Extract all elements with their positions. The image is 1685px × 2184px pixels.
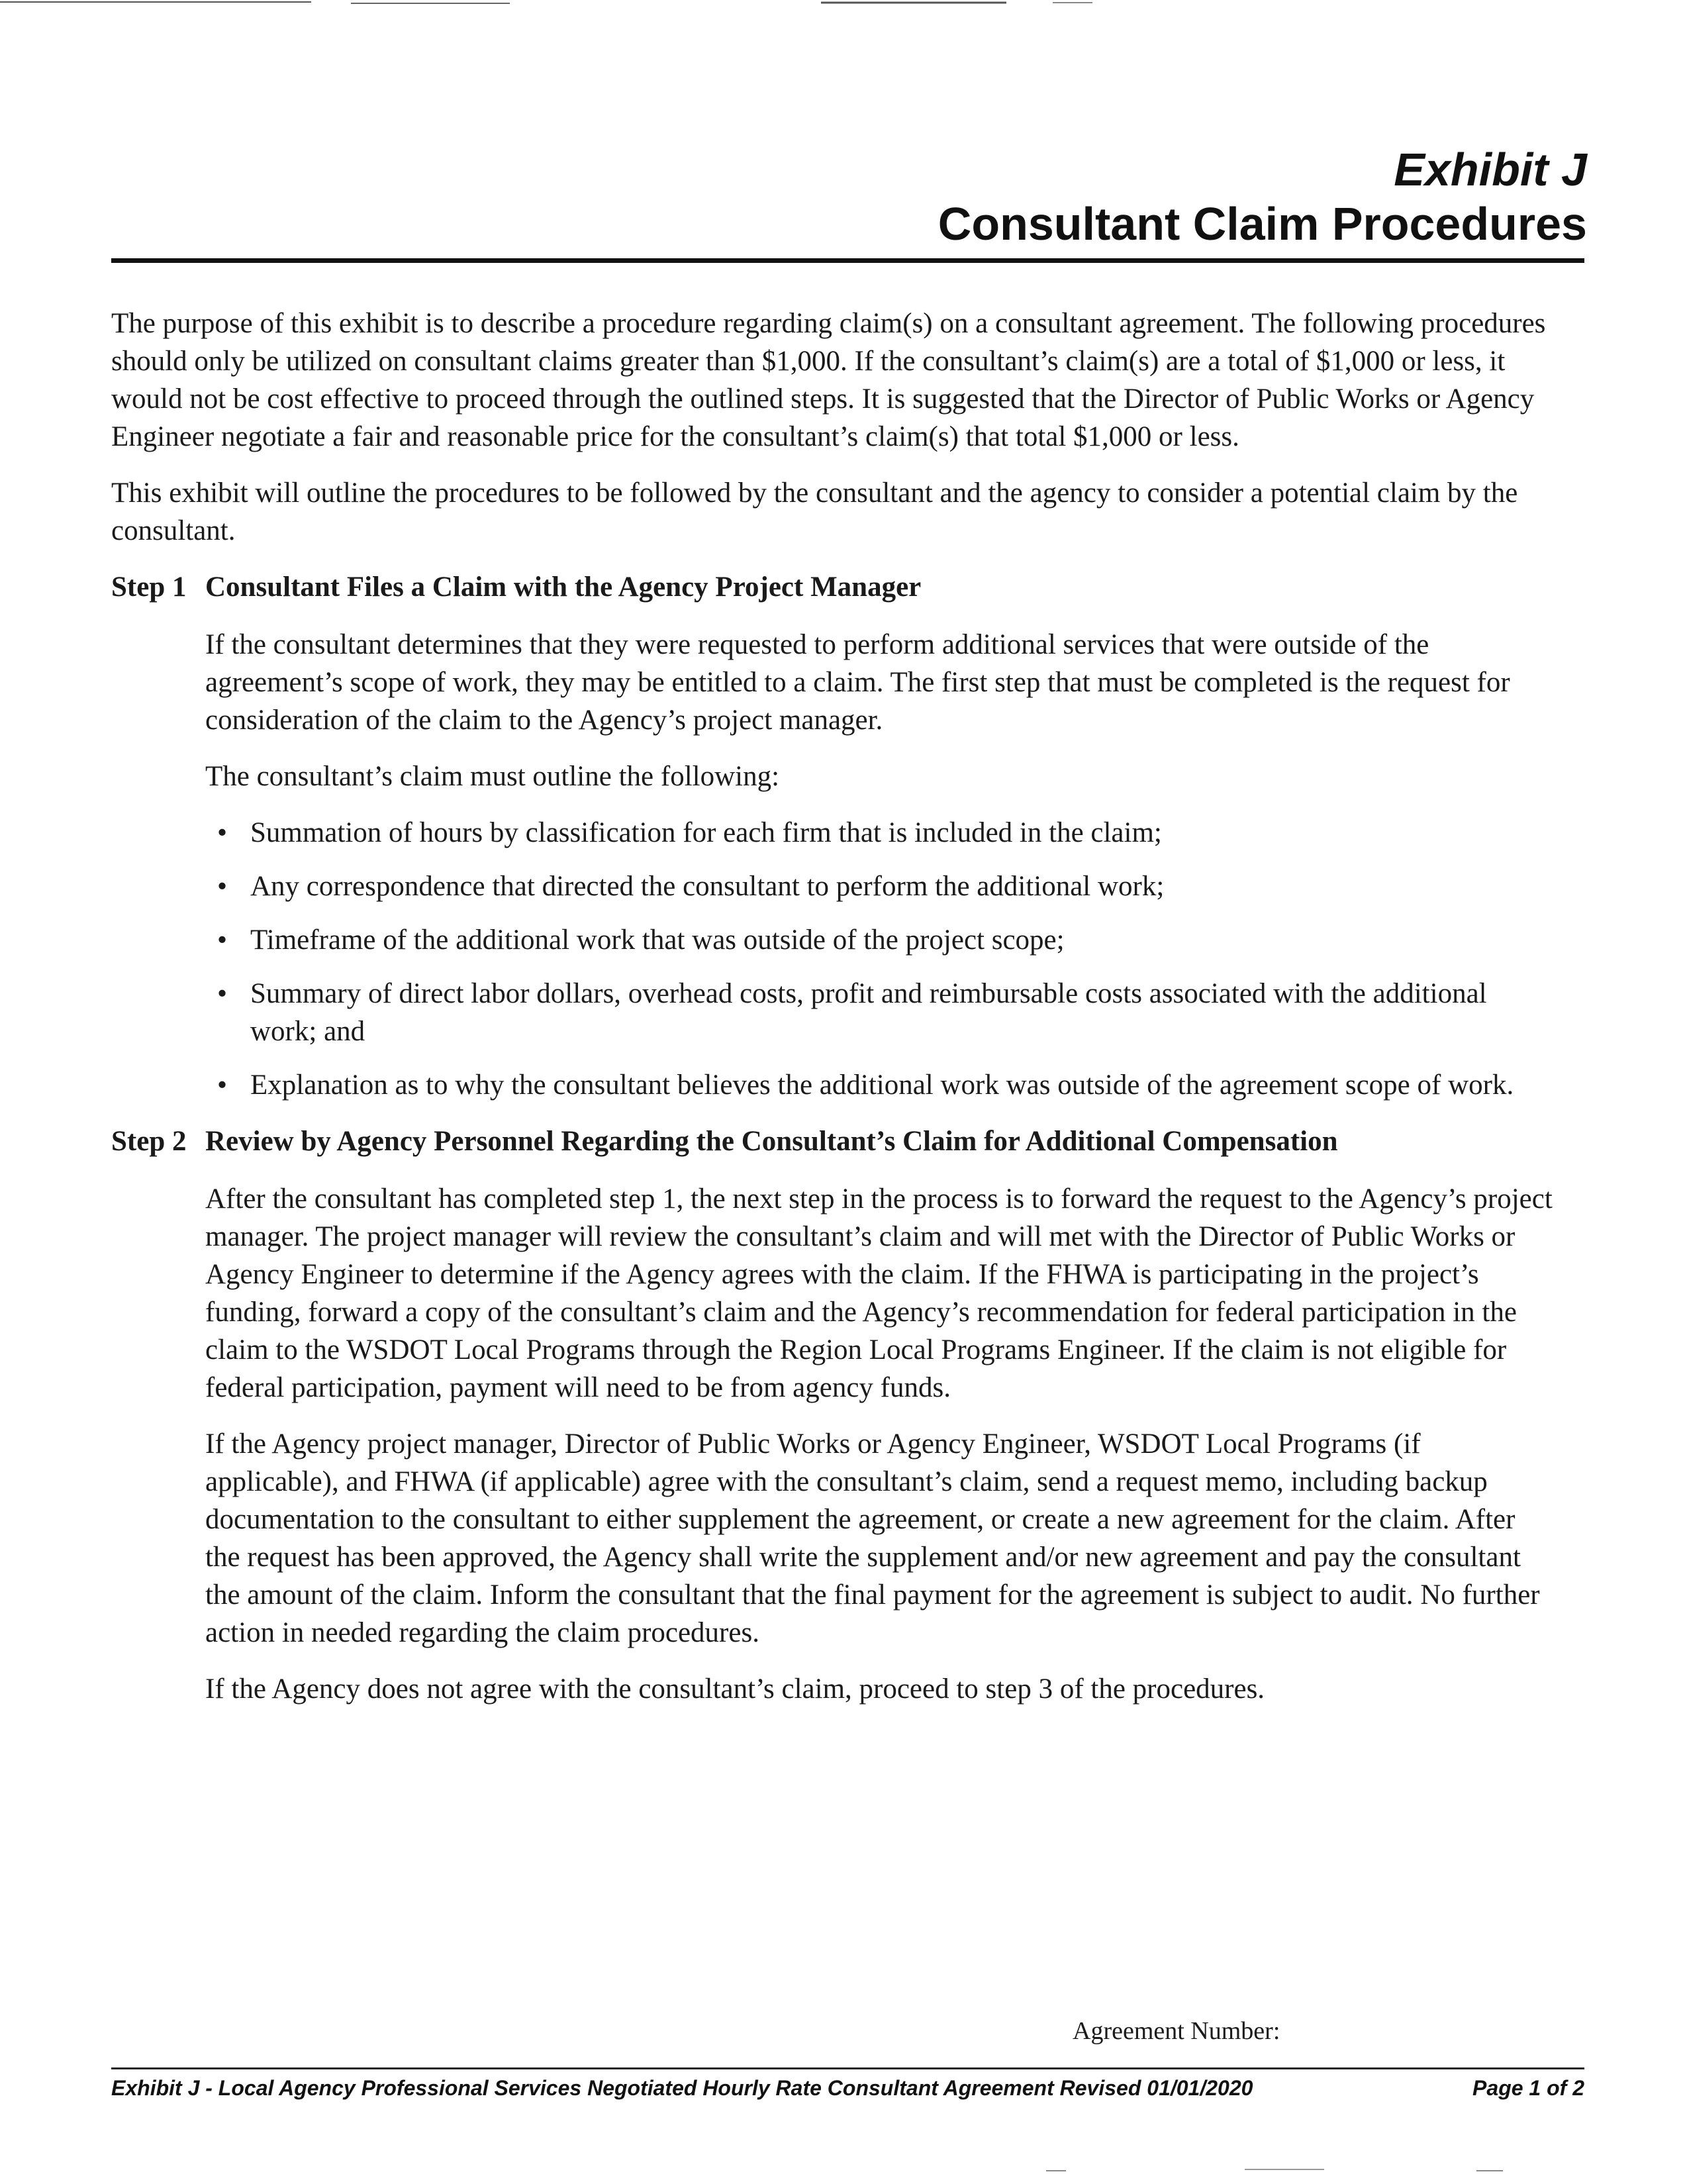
list-item: • Summary of direct labor dollars, overhead costs, profit and reimbursable costs associated with the additional work; and [205, 975, 1528, 1050]
step-paragraph: If the Agency does not agree with the consultant’s claim, proceed to step 3 of the procedures. [205, 1673, 1265, 1705]
agreement-number-label: Agreement Number: [1073, 2017, 1280, 2045]
step-number: Step 2 [111, 1126, 187, 1157]
footer-rule [111, 2067, 1584, 2069]
bullet-icon: • [217, 1069, 228, 1101]
step-title: Review by Agency Personnel Regarding the Consultant’s Claim for Additional Compensation [205, 1126, 1338, 1157]
footer-title: Exhibit J - Local Agency Professional Services Negotiated Hourly Rate Consultant Agreement Revised 01/01/2020 [111, 2076, 1253, 2100]
header-rule [111, 258, 1584, 263]
bullet-icon: • [217, 817, 228, 848]
claim-requirements-list [205, 814, 1556, 1104]
intro-paragraph: The purpose of this exhibit is to describe a procedure regarding claim(s) on a consultant agreement. The following procedures should only be utilized on consultant claims greater than $1,000. If the consultant’s claim(s) are a total of $1,000 or less, it would not be cost effective to proceed through the outlined steps. It is suggested that the Director of Public Works or Agency Engineer negotiate a fair and reasonable price for the consultant’s claim(s) that total $1,000 or less. [111, 308, 1546, 452]
list-item: • Any correspondence that directed the consultant to perform the additional work; [205, 868, 1528, 905]
step-paragraph: If the consultant determines that they were requested to perform additional services that were outside of the agreement’s scope of work, they may be entitled to a claim. The first step that must be completed is the request for consideration of the claim to the Agency’s project manager. [205, 629, 1510, 736]
scan-artifact-bottom [1046, 2164, 1510, 2177]
step-2-content [205, 1180, 1556, 1708]
exhibit-label: Exhibit J [1394, 144, 1587, 195]
step-number: Step 1 [111, 571, 187, 603]
list-item: • Timeframe of the additional work that was outside of the project scope; [205, 921, 1528, 959]
exhibit-header [938, 142, 1587, 251]
bullet-icon: • [217, 924, 228, 956]
step-paragraph: If the Agency project manager, Director of Public Works or Agency Engineer, WSDOT Local Programs (if applicable), and FHWA (if applicable) agree with the consultant’s claim, send a request memo, including backup documentation to the consultant to either supplement the agreement, or create a new agreement for the claim. After the request has been approved, the Agency shall write the supplement and/or new agreement and pay the consultant the amount of the claim. Inform the consultant that the final payment for the agreement is subject to audit. No further action in needed regarding the claim procedures. [205, 1428, 1540, 1648]
bullet-icon: • [217, 978, 228, 1009]
step-paragraph: The consultant’s claim must outline the following: [205, 761, 780, 792]
step-title: Consultant Files a Claim with the Agency Project Manager [205, 571, 922, 603]
step-2-heading [111, 1122, 1568, 1160]
step-paragraph: After the consultant has completed step 1, the next step in the process is to forward the request to the Agency’s project manager. The project manager will review the consultant’s claim and will met with the Director of Public Works or Agency Engineer to determine if the Agency agrees with the claim. If the FHWA is participating in the project’s funding, forward a copy of the consultant’s claim and the Agency’s recommendation for federal participation in the claim to the WSDOT Local Programs through the Region Local Programs Engineer. If the claim is not eligible for federal participation, payment will need to be from agency funds. [205, 1183, 1553, 1403]
list-item: • Explanation as to why the consultant believes the additional work was outside of the agreement scope of work. [205, 1066, 1528, 1104]
page-number: Page 1 of 2 [1472, 2076, 1584, 2100]
bullet-icon: • [217, 871, 228, 902]
page-footer [111, 2076, 1584, 2101]
document-body [111, 305, 1568, 1726]
list-item: • Summation of hours by classification for each firm that is included in the claim; [205, 814, 1528, 852]
page-title: Consultant Claim Procedures [938, 198, 1587, 250]
step-1-content [205, 626, 1556, 1104]
scan-artifact-top [0, 0, 1685, 13]
intro-paragraph: This exhibit will outline the procedures to be followed by the consultant and the agency to consider a potential claim by the consultant. [111, 477, 1518, 546]
step-1-heading [111, 568, 1568, 606]
